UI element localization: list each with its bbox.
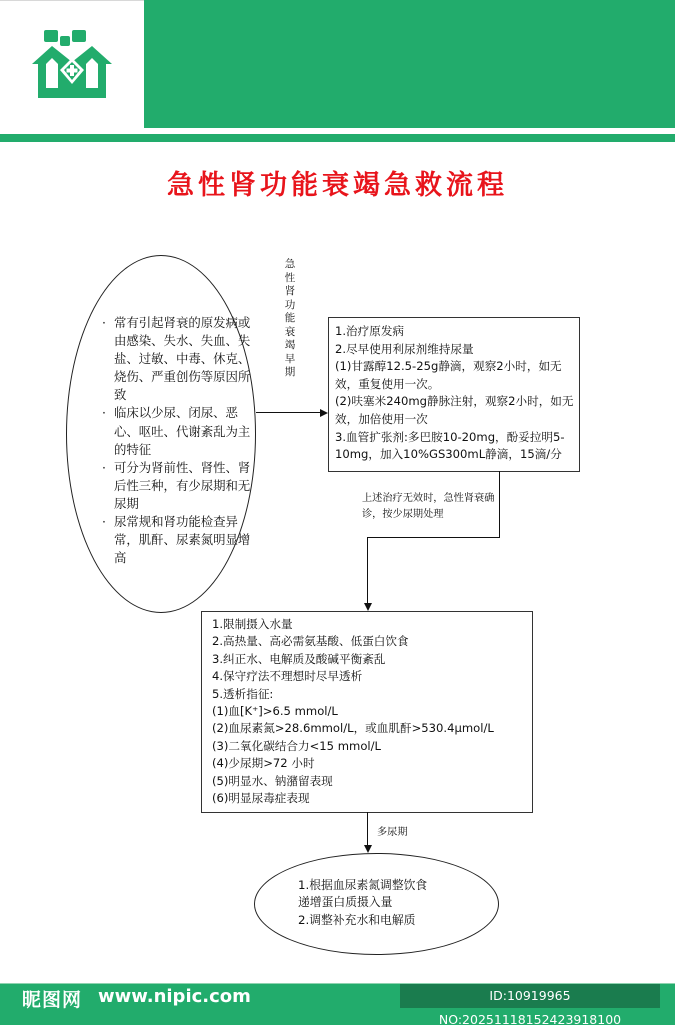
connector-note-oliguria: 上述治疗无效时，急性肾衰确诊，按少尿期处理 <box>362 493 495 520</box>
symptoms-list <box>102 314 252 567</box>
header-banner <box>144 0 675 128</box>
polyuria-treatment-list: 1.根据血尿素氮调整饮食 递增蛋白质摄入量 2.调整补充水和电解质 <box>298 878 428 927</box>
page-title: 急性肾功能衰竭急救流程 <box>167 170 508 201</box>
arrow-down-icon <box>364 603 372 611</box>
connector-line <box>367 812 368 845</box>
symptom-item: · 尿常规和肾功能检查异常，肌酐、尿素氮明显增高 <box>102 514 251 566</box>
symptom-item: · 临床以少尿、闭尿、恶心、呕吐、代谢紊乱为主的特征 <box>102 405 251 457</box>
early-treatment-box: 1.治疗原发病 2.尽早使用利尿剂维持尿量 (1)甘露醇12.5-25g静滴，观察2小时，如无效，重复使用一次。 (2)呋塞米240mg静脉注射，观察2小时，如无效，加倍使用一次 3.血管扩张剂:多巴胺10-20mg，酚妥拉明5-10mg，加入10%GS300mL静滴，15滴/分 <box>328 317 580 472</box>
site-url-link[interactable]: www.nipic.com <box>98 986 251 1007</box>
symptom-item: · 可分为肾前性、肾性、肾后性三种，有少尿期和无尿期 <box>102 459 251 511</box>
header-stripe <box>0 134 675 142</box>
image-id-badge: ID:10919965 NO:20251118152423918100 <box>400 984 660 1008</box>
connector-line <box>367 537 500 538</box>
connector-line <box>367 537 368 603</box>
symptom-item: · 常有引起肾衰的原发病或由感染、失水、失血、失盐、过敏、中毒、休克、烧伤、严重创伤等原因所致 <box>102 315 251 403</box>
site-logo: 昵图网 <box>22 989 83 1011</box>
oliguria-treatment-box: 1.限制摄入水量 2.高热量、高必需氨基酸、低蛋白饮食 3.纠正水、电解质及酸碱平衡紊乱 4.保守疗法不理想时尽早透析 5.透析指征: (1)血[K⁺]>6.5 mmol/L (2)血尿素氮>28.6mmol/L，或血肌酐>530.4μmol/L (3)二氧化碳结合力<15 mmol/L (4)少尿期>72 小时 (5)明显水、钠潴留表现 (6)明显尿毒症表现 <box>201 611 533 813</box>
arrow-down-icon <box>364 845 372 853</box>
connector-note-polyuria: 多尿期 <box>377 827 408 838</box>
stage-label-early: 急性肾功能衰竭早期 <box>284 258 296 378</box>
connector-line <box>256 412 320 413</box>
arrow-right-icon <box>320 409 328 417</box>
house-medical-cross-icon <box>30 28 114 100</box>
top-border <box>0 0 144 1</box>
